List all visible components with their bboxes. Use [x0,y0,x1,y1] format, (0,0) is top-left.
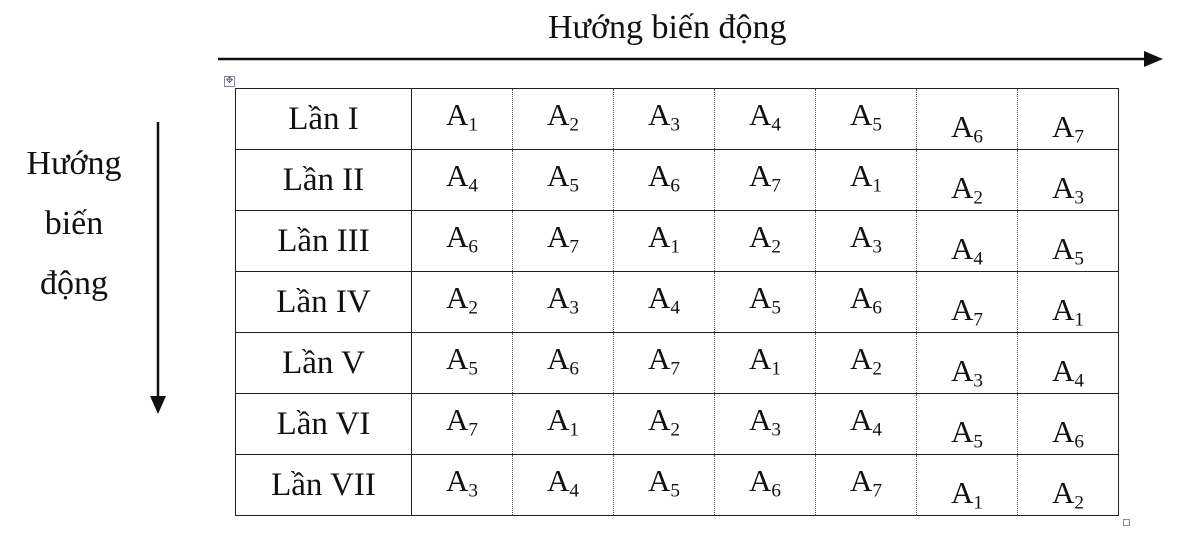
table-cell [513,150,614,211]
table-cell [513,394,614,455]
treatment-symbol [547,402,579,441]
row-label: Lần I [236,89,412,150]
table-row [236,150,1119,211]
table-cell [715,211,816,272]
symbol-subscript: 6 [1074,431,1084,453]
treatment-symbol [749,402,781,441]
table-cell [412,394,513,455]
table-cell [614,455,715,516]
symbol-letter: A [1052,292,1075,327]
symbol-subscript: 7 [771,175,781,197]
symbol-subscript: 6 [468,236,478,258]
table-cell [513,211,614,272]
table-cell [1018,150,1119,211]
row-label: Lần III [236,211,412,272]
treatment-symbol [749,97,781,136]
symbol-letter: A [749,463,772,498]
treatment-symbol [446,280,478,319]
symbol-letter: A [446,463,469,498]
symbol-subscript: 5 [569,175,579,197]
treatment-symbol [850,219,882,258]
treatment-symbol [951,231,983,270]
symbol-subscript: 2 [670,419,680,441]
table-cell [917,211,1018,272]
table-cell [412,455,513,516]
treatment-symbol [1052,292,1084,331]
treatment-symbol [446,219,478,258]
symbol-letter: A [951,170,974,205]
row-label: Lần II [236,150,412,211]
table-cell [715,333,816,394]
symbol-subscript: 4 [771,114,781,136]
symbol-subscript: 2 [872,358,882,380]
symbol-subscript: 3 [771,419,781,441]
symbol-subscript: 4 [973,248,983,270]
symbol-letter: A [648,219,671,254]
symbol-letter: A [951,109,974,144]
table-cell [816,333,917,394]
symbol-letter: A [547,280,570,315]
table-cell [816,394,917,455]
table-row [236,333,1119,394]
horizontal-direction-title: Hướng biến động [548,9,787,46]
symbol-letter: A [547,97,570,132]
table-cell [412,89,513,150]
symbol-letter: A [749,219,772,254]
symbol-subscript: 3 [973,370,983,392]
symbol-subscript: 5 [468,358,478,380]
symbol-letter: A [547,463,570,498]
symbol-letter: A [446,341,469,376]
symbol-subscript: 4 [569,480,579,502]
table-cell [1018,89,1119,150]
symbol-subscript: 1 [670,236,680,258]
symbol-letter: A [547,341,570,376]
table-cell [513,272,614,333]
table-cell [1018,455,1119,516]
table-body [236,89,1119,516]
symbol-letter: A [648,97,671,132]
symbol-subscript: 7 [872,480,882,502]
symbol-subscript: 5 [973,431,983,453]
table-cell [816,455,917,516]
symbol-letter: A [648,341,671,376]
symbol-subscript: 6 [569,358,579,380]
table-cell [614,394,715,455]
symbol-subscript: 5 [771,297,781,319]
table-cell [715,272,816,333]
treatment-symbol [648,158,680,197]
symbol-subscript: 5 [1074,248,1084,270]
treatment-symbol [648,402,680,441]
symbol-subscript: 1 [973,492,983,514]
treatment-symbol [648,280,680,319]
treatment-symbol [749,158,781,197]
symbol-subscript: 3 [670,114,680,136]
table-cell [513,89,614,150]
treatment-symbol [648,463,680,502]
vertical-title-line-3: động [40,265,108,302]
symbol-letter: A [1052,170,1075,205]
treatment-symbol [850,341,882,380]
symbol-subscript: 5 [670,480,680,502]
treatment-symbol [1052,231,1084,270]
latin-square-table [235,88,1119,516]
table-cell [614,150,715,211]
treatment-symbol [648,97,680,136]
symbol-letter: A [850,402,873,437]
table-cell [1018,394,1119,455]
symbol-letter: A [749,158,772,193]
symbol-subscript: 1 [569,419,579,441]
table-cell [917,455,1018,516]
treatment-symbol [547,341,579,380]
table-cell [715,394,816,455]
symbol-letter: A [951,475,974,510]
table-cell [816,89,917,150]
symbol-letter: A [648,402,671,437]
symbol-subscript: 2 [973,187,983,209]
table-cell [917,150,1018,211]
symbol-letter: A [648,280,671,315]
treatment-symbol [749,341,781,380]
symbol-letter: A [951,414,974,449]
treatment-symbol [850,280,882,319]
symbol-letter: A [446,97,469,132]
treatment-symbol [547,97,579,136]
symbol-letter: A [951,353,974,388]
treatment-symbol [749,463,781,502]
symbol-letter: A [1052,353,1075,388]
symbol-subscript: 6 [670,175,680,197]
treatment-symbol [850,463,882,502]
symbol-letter: A [547,158,570,193]
symbol-subscript: 3 [468,480,478,502]
table-cell [917,333,1018,394]
symbol-subscript: 4 [872,419,882,441]
symbol-subscript: 7 [468,419,478,441]
table-cell [1018,211,1119,272]
treatment-symbol [850,158,882,197]
symbol-subscript: 1 [771,358,781,380]
table-cell [715,89,816,150]
treatment-symbol [446,158,478,197]
symbol-subscript: 6 [973,126,983,148]
symbol-subscript: 6 [872,297,882,319]
table-cell [917,272,1018,333]
symbol-subscript: 3 [569,297,579,319]
symbol-letter: A [1052,414,1075,449]
symbol-subscript: 2 [569,114,579,136]
symbol-letter: A [648,158,671,193]
symbol-letter: A [850,463,873,498]
table-cell [513,455,614,516]
symbol-letter: A [648,463,671,498]
treatment-symbol [749,280,781,319]
symbol-letter: A [446,158,469,193]
symbol-letter: A [850,219,873,254]
table-cell [614,272,715,333]
treatment-symbol [850,402,882,441]
table-row [236,211,1119,272]
symbol-subscript: 7 [1074,126,1084,148]
symbol-subscript: 1 [1074,309,1084,331]
symbol-subscript: 4 [1074,370,1084,392]
treatment-symbol [1052,109,1084,148]
treatment-symbol [951,170,983,209]
four-way-arrow-icon[interactable]: ✥ [225,76,234,86]
row-label: Lần IV [236,272,412,333]
symbol-letter: A [850,280,873,315]
table-cell [816,211,917,272]
symbol-letter: A [749,402,772,437]
treatment-symbol [1052,475,1084,514]
table-cell [412,333,513,394]
table-cell [1018,272,1119,333]
treatment-symbol [648,219,680,258]
symbol-subscript: 2 [468,297,478,319]
treatment-symbol [951,475,983,514]
treatment-symbol [951,292,983,331]
row-label: Lần V [236,333,412,394]
table-cell [614,211,715,272]
table-cell [1018,333,1119,394]
symbol-letter: A [951,231,974,266]
treatment-symbol [547,219,579,258]
treatment-symbol [1052,170,1084,209]
table-cell [816,272,917,333]
row-label: Lần VII [236,455,412,516]
table-cell [412,150,513,211]
symbol-subscript: 2 [1074,492,1084,514]
symbol-letter: A [749,97,772,132]
table-row [236,272,1119,333]
symbol-subscript: 1 [468,114,478,136]
treatment-symbol [749,219,781,258]
row-label: Lần VI [236,394,412,455]
treatment-symbol [850,97,882,136]
vertical-title-line-2: biến [44,205,104,242]
table-row [236,455,1119,516]
table-cell [412,272,513,333]
symbol-letter: A [446,219,469,254]
treatment-symbol [1052,414,1084,453]
treatment-symbol [648,341,680,380]
arrow-down-icon [148,122,168,414]
symbol-letter: A [1052,109,1075,144]
treatment-symbol [951,414,983,453]
symbol-letter: A [1052,475,1075,510]
symbol-letter: A [446,280,469,315]
symbol-subscript: 3 [872,236,882,258]
table-cell [917,89,1018,150]
treatment-symbol [547,158,579,197]
table-cell [513,333,614,394]
symbol-letter: A [446,402,469,437]
symbol-letter: A [749,341,772,376]
symbol-subscript: 2 [771,236,781,258]
table-cell [614,89,715,150]
symbol-letter: A [1052,231,1075,266]
symbol-subscript: 5 [872,114,882,136]
treatment-symbol [547,280,579,319]
table-cell [614,333,715,394]
symbol-subscript: 6 [771,480,781,502]
table-cell [715,150,816,211]
treatment-symbol [951,353,983,392]
arrow-right-icon [218,49,1163,69]
treatment-symbol [1052,353,1084,392]
symbol-letter: A [749,280,772,315]
symbol-subscript: 4 [468,175,478,197]
treatment-symbol [446,97,478,136]
symbol-letter: A [850,158,873,193]
symbol-letter: A [547,402,570,437]
table-row [236,394,1119,455]
treatment-symbol [446,402,478,441]
treatment-symbol [446,463,478,502]
table-cell [412,211,513,272]
treatment-symbol [547,463,579,502]
symbol-subscript: 7 [973,309,983,331]
treatment-symbol [446,341,478,380]
treatment-symbol [951,109,983,148]
vertical-title-line-1: Hướng [26,145,122,182]
resize-square-icon[interactable] [1123,519,1130,526]
symbol-subscript: 4 [670,297,680,319]
table-row [236,89,1119,150]
symbol-letter: A [850,97,873,132]
symbol-letter: A [951,292,974,327]
table-cell [816,150,917,211]
symbol-subscript: 1 [872,175,882,197]
symbol-letter: A [850,341,873,376]
symbol-subscript: 7 [670,358,680,380]
symbol-subscript: 3 [1074,187,1084,209]
vertical-direction-title [0,134,148,314]
symbol-letter: A [547,219,570,254]
symbol-subscript: 7 [569,236,579,258]
table-cell [715,455,816,516]
table-cell [917,394,1018,455]
